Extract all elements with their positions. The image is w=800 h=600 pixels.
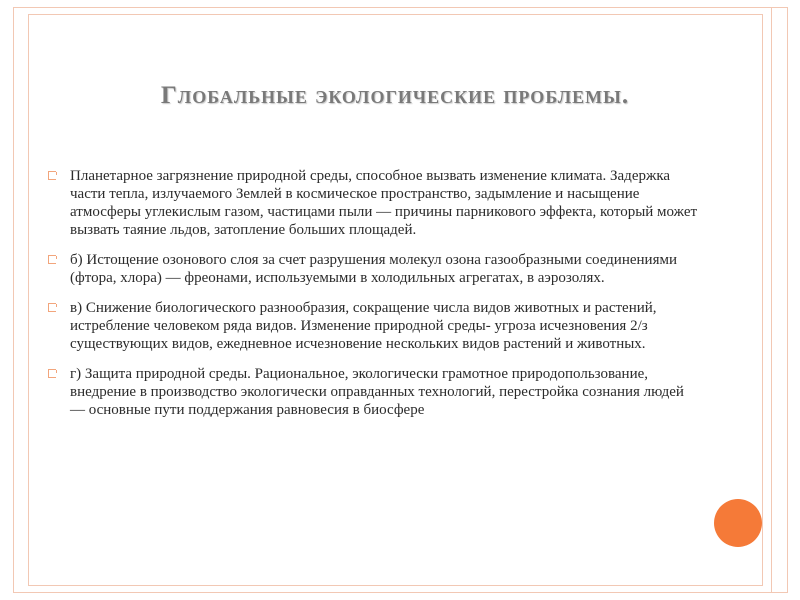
slide-title: Глобальные экологические проблемы. xyxy=(160,82,630,109)
bracket-bullet-icon xyxy=(48,171,56,180)
slide-frame-accent-line xyxy=(771,7,772,593)
bracket-bullet-icon xyxy=(48,303,56,312)
bullet-text: Планетарное загрязнение природной среды, способное вызвать изменение климата. Задержка части тепла, излучаемого Землей в космическое пространство, задымление и насыщение атмосферы углекислым газом, частицами пыли — причины парникового эффекта, который может вызвать таяние льдов, затопление больших площадей. xyxy=(70,168,698,238)
bracket-bullet-icon xyxy=(48,369,56,378)
bullet-text: г) Защита природной среды. Рациональное, экологически грамотное природопользование, внедрение в производство экологически оправданных технологий, перестройка сознания людей — основные пути поддержания равновесия в биосфере xyxy=(70,366,684,418)
bullet-item xyxy=(48,251,698,287)
decorative-circle xyxy=(714,499,762,547)
bullet-text: б) Истощение озонового слоя за счет разрушения молекул озона газообразными соединениями (фтора, хлора) — фреонами, используемыми в холодильных агрегатах, в аэрозолях. xyxy=(70,252,677,286)
bullet-item xyxy=(48,167,698,239)
bracket-bullet-icon xyxy=(48,255,56,264)
bullet-item xyxy=(48,299,698,353)
bullet-item xyxy=(48,365,698,419)
bullet-list xyxy=(48,167,698,431)
bullet-text: в) Снижение биологического разнообразия, сокращение числа видов животных и растений, истребление человеком ряда видов. Изменение природной среды- угроза исчезновения 2/з существующих видов, ежедневное исчезновение нескольких видов растений и животных. xyxy=(70,300,657,352)
